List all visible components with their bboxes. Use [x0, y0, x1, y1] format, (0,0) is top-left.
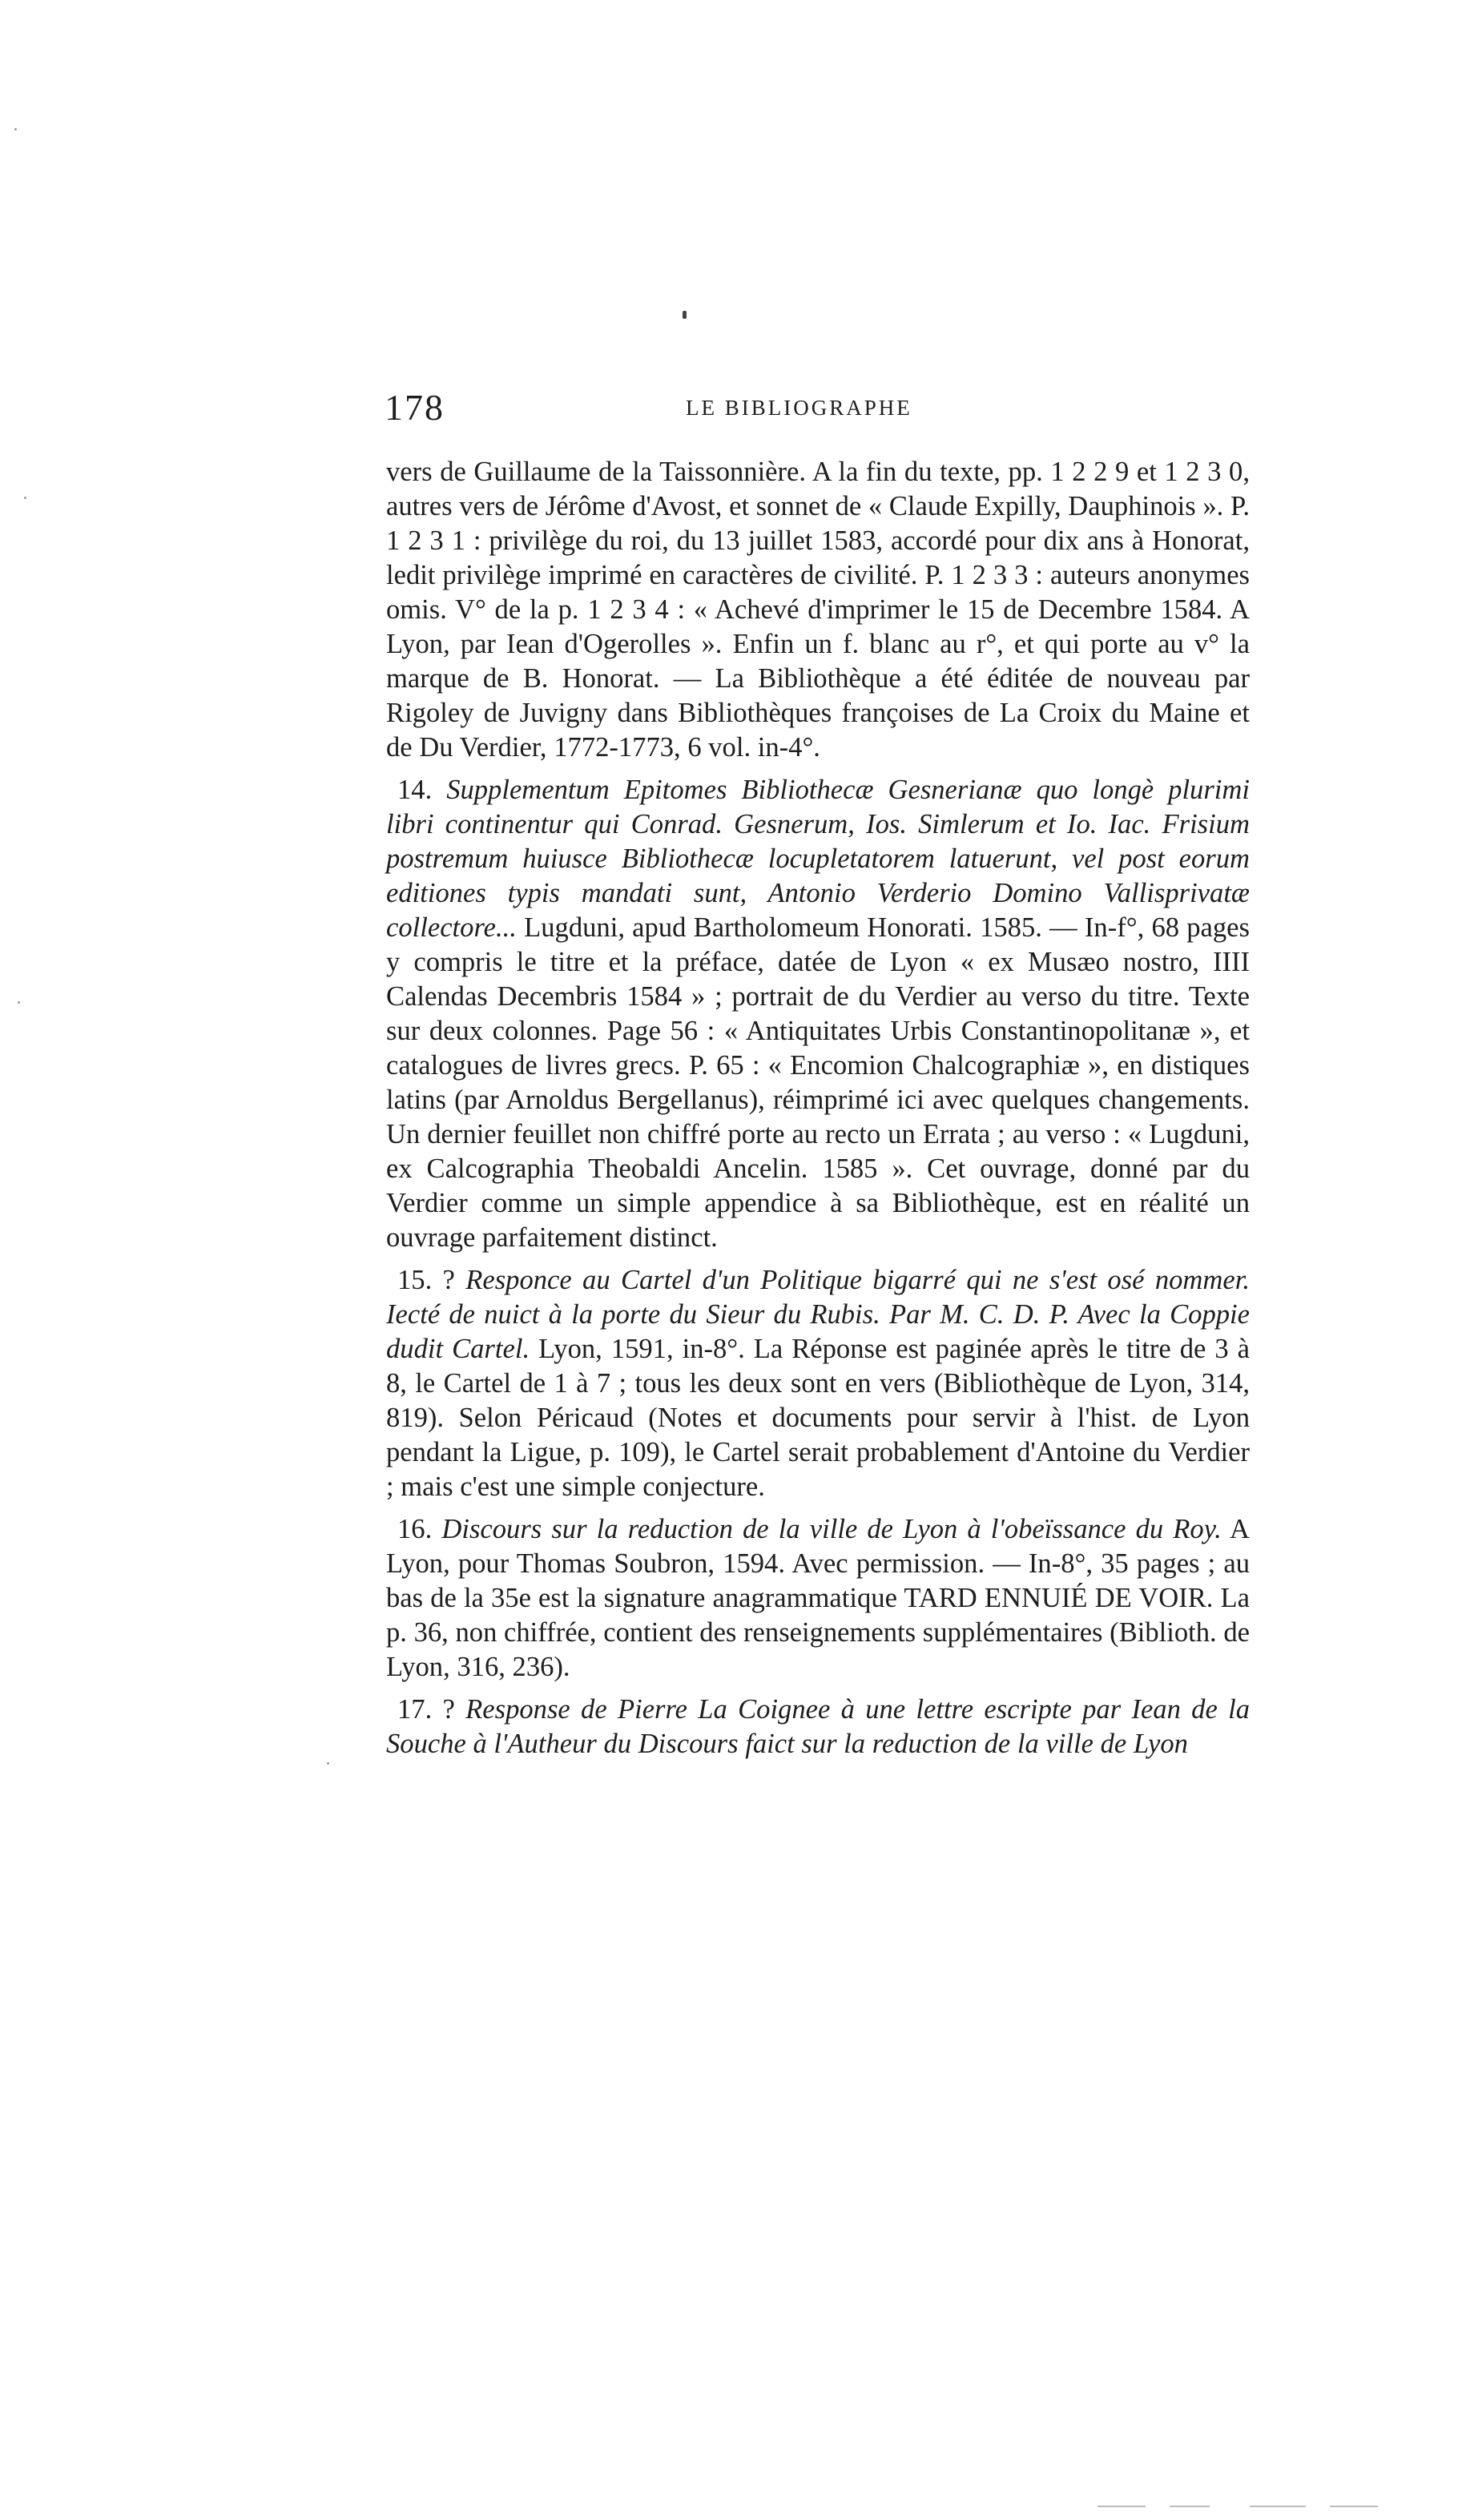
scan-line: [1250, 2506, 1306, 2507]
page-number: 178: [385, 387, 445, 428]
scan-speck: [18, 1001, 20, 1004]
entry-title: Discours sur la reduction de la ville de Lyon à l'obeïssance du Roy.: [441, 1514, 1222, 1544]
scan-line: [1170, 2506, 1210, 2507]
entry-number: 16.: [397, 1514, 433, 1544]
body-text: [386, 455, 1250, 1769]
entry-16: [386, 1512, 1250, 1685]
entry-title: Response de Pierre La Coignee à une lettre escripte par Iean de la Souche à l'Autheur du Discours faict sur la reduction de la ville de Lyon: [386, 1694, 1250, 1759]
scan-speck: [24, 497, 26, 499]
entry-body: A Lyon, pour Thomas Soubron, 1594. Avec permission. — In-8°, 35 pages ; au bas de la 35e est la signature anagrammatique TARD ENNUIÉ DE VOIR. La p. 36, non chiffrée, contient des renseignements supplémentaires (Biblioth. de Lyon, 316, 236).: [386, 1514, 1250, 1682]
entry-15: [386, 1263, 1250, 1504]
entry-number: 17. ?: [397, 1694, 455, 1725]
scan-line: [1330, 2506, 1378, 2507]
page-header: [385, 386, 1250, 434]
entry-continuation: [386, 455, 1250, 765]
scan-speck: [327, 1762, 329, 1765]
entry-title: Supplementum Epitomes Bibliothecæ Gesnerianæ quo longè plurimi libri continentur qui Conrad. Gesnerum, Ios. Simlerum et Io. Iac. Frisium postremum huiusce Bibliothecæ locupletatorem latuerunt, vel post eorum editiones typis mandati sunt, Antonio Verderio Domino Vallisprivatæ collectore...: [386, 775, 1250, 943]
scan-speck: [14, 128, 17, 131]
running-title: LE BIBLIOGRAPHE: [686, 396, 912, 420]
entry-14: [386, 773, 1250, 1255]
entry-number: 15. ?: [397, 1265, 455, 1295]
entry-body: Lugduni, apud Bartholomeum Honorati. 1585. — In-f°, 68 pages y compris le titre et la préface, datée de Lyon « ex Musæo nostro, IIII Calendas Decembris 1584 » ; portrait de du Verdier au verso du titre. Texte sur deux colonnes. Page 56 : « Antiquitates Urbis Constantinopolitanæ », et catalogues de livres grecs. P. 65 : « Encomion Chalcographiæ », en distiques latins (par Arnoldus Bergellanus), réimprimé ici avec quelques changements. Un dernier feuillet non chiffré porte au recto un Errata ; au verso : « Lugduni, ex Calcographia Theobaldi Ancelin. 1585 ». Cet ouvrage, donné par du Verdier comme un simple appendice à sa Bibliothèque, est en réalité un ouvrage parfaitement distinct.: [386, 912, 1250, 1253]
entry-17: [386, 1693, 1250, 1761]
scan-line: [1098, 2506, 1146, 2507]
entry-body: Lyon, 1591, in-8°. La Réponse est paginée après le titre de 3 à 8, le Cartel de 1 à 7 ; tous les deux sont en vers (Bibliothèque de Lyon, 314, 819). Selon Péricaud (Notes et documents pour servir à l'hist. de Lyon pendant la Ligue, p. 109), le Cartel serait probablement d'Antoine du Verdier ; mais c'est une simple conjecture.: [386, 1334, 1250, 1502]
ink-mark: [683, 311, 687, 319]
entry-number: 14.: [397, 775, 433, 805]
entry-body: vers de Guillaume de la Taissonnière. A la fin du texte, pp. 1 2 2 9 et 1 2 3 0, autres vers de Jérôme d'Avost, et sonnet de « Claude Expilly, Dauphinois ». P. 1 2 3 1 : privilège du roi, du 13 juillet 1583, accordé pour dix ans à Honorat, ledit privilège imprimé en caractères de civilité. P. 1 2 3 3 : auteurs anonymes omis. V° de la p. 1 2 3 4 : « Achevé d'imprimer le 15 de Decembre 1584. A Lyon, par Iean d'Ogerolles ». Enfin un f. blanc au r°, et qui porte au v° la marque de B. Honorat. — La Bibliothèque a été éditée de nouveau par Rigoley de Juvigny dans Bibliothèques françoises de La Croix du Maine et de Du Verdier, 1772-1773, 6 vol. in-4°.: [386, 457, 1250, 763]
entry-title: Responce au Cartel d'un Politique bigarré qui ne s'est osé nommer. Iecté de nuict à la porte du Sieur du Rubis. Par M. C. D. P. Avec la Coppie dudit Cartel.: [386, 1265, 1250, 1364]
